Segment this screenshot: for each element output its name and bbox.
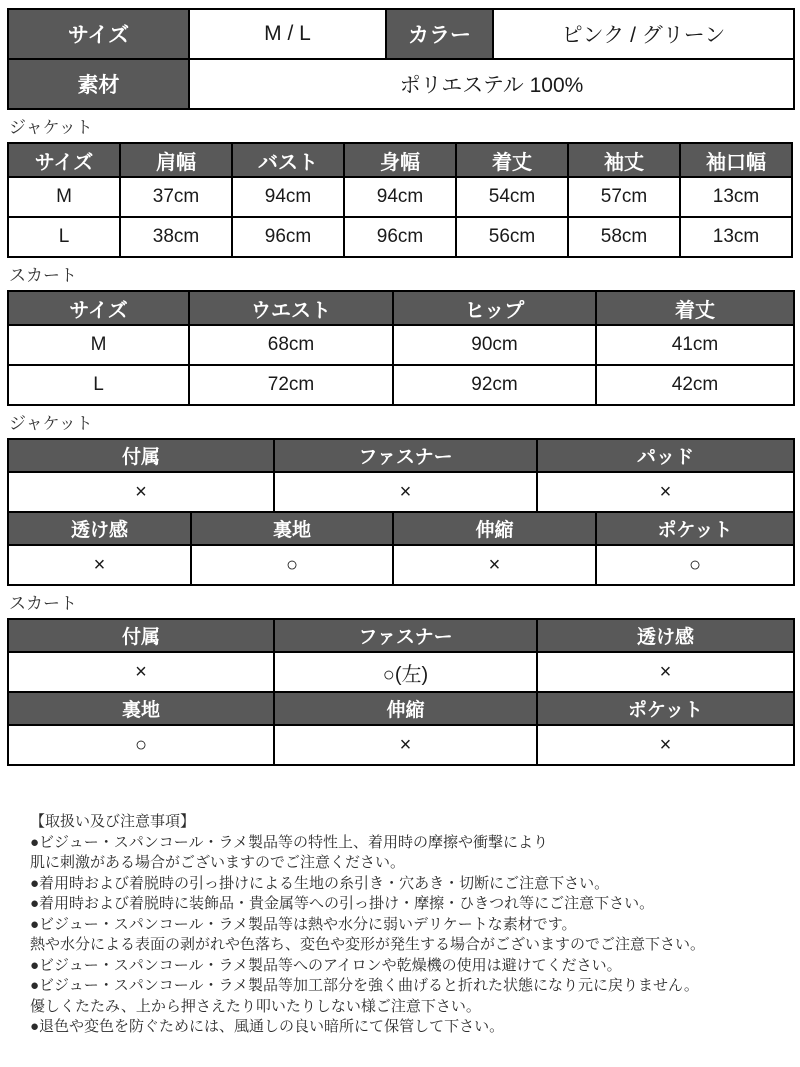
handling-note-line: ●ビジュー・スパンコール・ラメ製品等加工部分を強く曲げると折れた状態になり元に戻りません。	[30, 977, 699, 994]
size-value: M / L	[189, 9, 386, 59]
handling-notes-title: 【取扱い及び注意事項】	[30, 813, 196, 830]
jacket-size-section-label: ジャケット	[9, 118, 93, 137]
table-row	[8, 652, 794, 692]
feature-flag: ○(左)	[274, 652, 537, 692]
cell: 42cm	[596, 365, 794, 405]
table-header-row	[8, 692, 794, 725]
column-header: 着丈	[456, 143, 568, 177]
column-header: 透け感	[8, 512, 191, 545]
handling-note-line: ●ビジュー・スパンコール・ラメ製品等へのアイロンや乾燥機の使用は避けてください。	[30, 956, 622, 974]
table-row	[8, 725, 794, 765]
cell: 54cm	[456, 177, 568, 217]
handling-note-line: ●退色や変色を防ぐためには、風通しの良い暗所にて保管して下さい。	[30, 1018, 505, 1035]
feature-flag: ×	[274, 725, 537, 765]
material-value: ポリエステル 100%	[189, 59, 794, 109]
table-row	[8, 365, 794, 405]
color-value: ピンク / グリーン	[493, 9, 794, 59]
cell: 92cm	[393, 365, 596, 405]
column-header: 肩幅	[120, 143, 232, 177]
jacket-features-section-label: ジャケット	[9, 414, 93, 433]
cell: L	[8, 365, 189, 405]
cell: 13cm	[680, 177, 792, 217]
feature-flag: ○	[191, 545, 393, 585]
handling-note-line: 肌に刺激がある場合がございますのでご注意ください。	[30, 854, 406, 871]
spec-table	[7, 8, 795, 110]
cell: L	[8, 217, 120, 257]
handling-note-line: 優しくたたみ、上から押さえたり叩いたりしない様ご注意下さい。	[30, 997, 481, 1015]
handling-note-line: ●着用時および着脱時に装飾品・貴金属等への引っ掛け・摩擦・ひきつれ等にご注意下さい。	[30, 895, 655, 912]
table-header-row	[8, 619, 794, 652]
feature-flag: ×	[8, 472, 274, 512]
column-header: 袖丈	[568, 143, 680, 177]
column-header: 付属	[8, 619, 274, 652]
jacket-size-table	[7, 142, 793, 258]
table-header-row	[8, 512, 794, 545]
cell: 94cm	[344, 177, 456, 217]
column-header: 付属	[8, 439, 274, 472]
column-header: サイズ	[8, 291, 189, 325]
column-header: 裏地	[191, 512, 393, 545]
cell: 58cm	[568, 217, 680, 257]
cell: 56cm	[456, 217, 568, 257]
column-header: 伸縮	[274, 692, 537, 725]
cell: 96cm	[232, 217, 344, 257]
cell: 57cm	[568, 177, 680, 217]
cell: 37cm	[120, 177, 232, 217]
skirt-features-section-label: スカート	[9, 594, 77, 613]
cell: 68cm	[189, 325, 393, 365]
feature-flag: ×	[8, 652, 274, 692]
column-header: 伸縮	[393, 512, 596, 545]
feature-flag: ×	[393, 545, 596, 585]
handling-note-line: ●ビジュー・スパンコール・ラメ製品等の特性上、着用時の摩擦や衝撃により	[30, 833, 549, 851]
jacket-features-table-bottom	[7, 511, 795, 586]
table-header-row	[8, 291, 794, 325]
cell: 96cm	[344, 217, 456, 257]
material-label: 素材	[8, 59, 189, 109]
table-row	[8, 217, 792, 257]
column-header: 身幅	[344, 143, 456, 177]
table-row	[8, 472, 794, 512]
color-label: カラー	[386, 9, 493, 59]
feature-flag: ×	[274, 472, 537, 512]
column-header: 袖口幅	[680, 143, 792, 177]
cell: M	[8, 177, 120, 217]
table-row	[8, 177, 792, 217]
skirt-features-table-top	[7, 618, 795, 693]
table-row	[8, 325, 794, 365]
column-header: 裏地	[8, 692, 274, 725]
cell: 94cm	[232, 177, 344, 217]
column-header: 着丈	[596, 291, 794, 325]
skirt-features-table-bottom	[7, 691, 795, 766]
column-header: ファスナー	[274, 439, 537, 472]
table-row	[8, 545, 794, 585]
table-row	[8, 9, 794, 59]
feature-flag: ○	[596, 545, 794, 585]
cell: 13cm	[680, 217, 792, 257]
column-header: パッド	[537, 439, 794, 472]
jacket-features-table-top	[7, 438, 795, 513]
cell: 41cm	[596, 325, 794, 365]
feature-flag: ○	[8, 725, 274, 765]
handling-note-line: 熱や水分による表面の剥がれや色落ち、変色や変形が発生する場合がございますのでご注意下さい。	[30, 936, 706, 953]
column-header: ヒップ	[393, 291, 596, 325]
column-header: 透け感	[537, 619, 794, 652]
feature-flag: ×	[537, 652, 794, 692]
column-header: サイズ	[8, 143, 120, 177]
feature-flag: ×	[8, 545, 191, 585]
skirt-size-table	[7, 290, 795, 406]
column-header: ファスナー	[274, 619, 537, 652]
cell: 72cm	[189, 365, 393, 405]
handling-note-line: ●着用時および着脱時の引っ掛けによる生地の糸引き・穴あき・切断にご注意下さい。	[30, 874, 610, 892]
column-header: バスト	[232, 143, 344, 177]
size-label: サイズ	[8, 9, 189, 59]
column-header: ポケット	[596, 512, 794, 545]
table-row	[8, 59, 794, 109]
table-header-row	[8, 439, 794, 472]
cell: M	[8, 325, 189, 365]
table-header-row	[8, 143, 792, 177]
column-header: ウエスト	[189, 291, 393, 325]
column-header: ポケット	[537, 692, 794, 725]
handling-note-line: ●ビジュー・スパンコール・ラメ製品等は熱や水分に弱いデリケートな素材です。	[30, 915, 577, 933]
handling-notes	[30, 812, 793, 1038]
cell: 38cm	[120, 217, 232, 257]
cell: 90cm	[393, 325, 596, 365]
feature-flag: ×	[537, 472, 794, 512]
skirt-size-section-label: スカート	[9, 266, 77, 285]
feature-flag: ×	[537, 725, 794, 765]
